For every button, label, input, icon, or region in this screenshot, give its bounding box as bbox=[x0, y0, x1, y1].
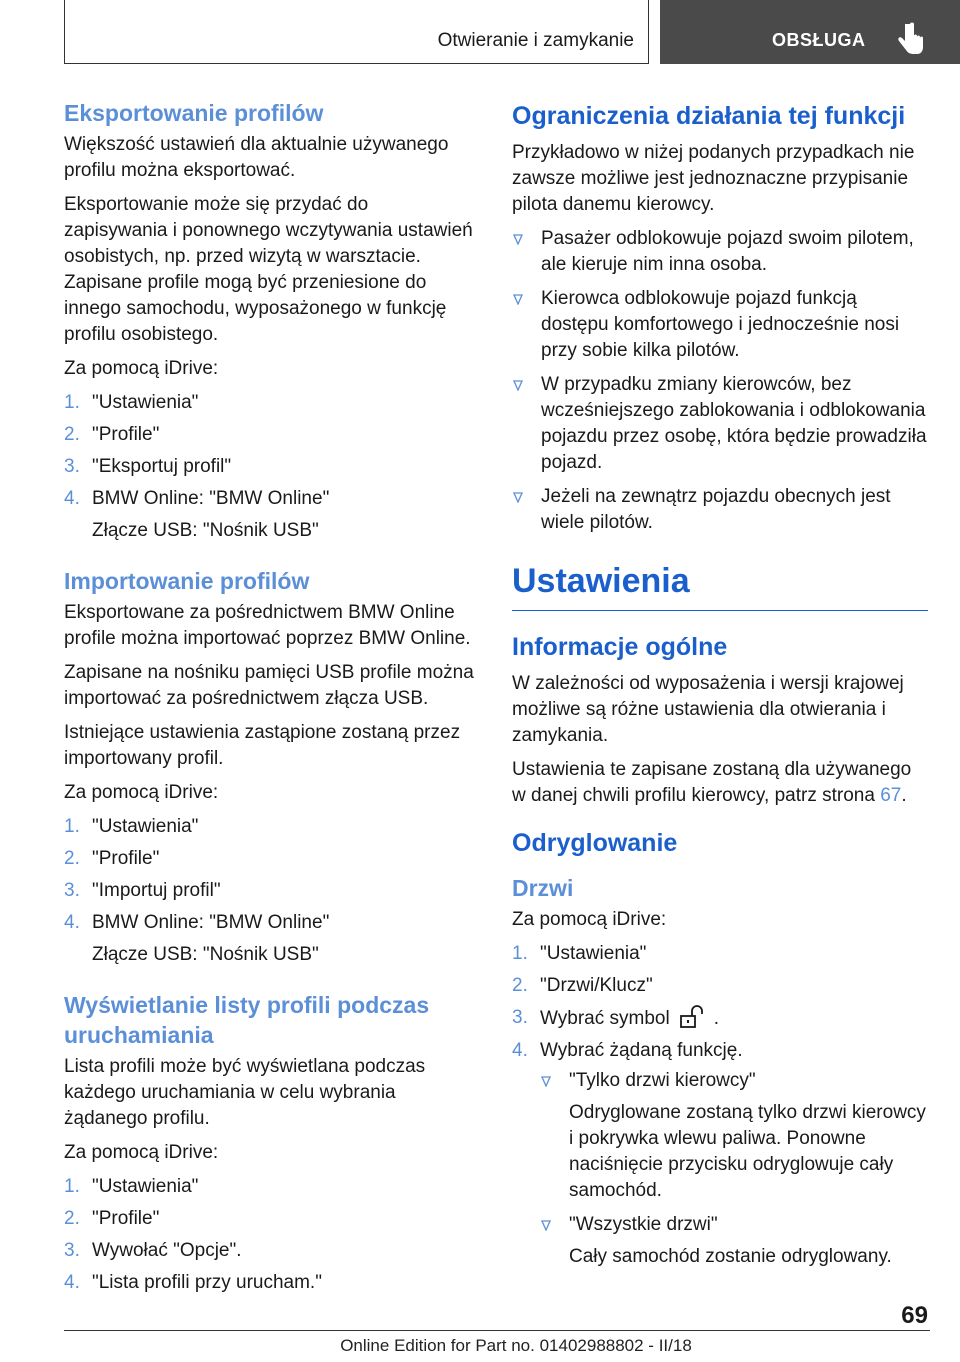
list-item bbox=[64, 1174, 476, 1200]
bullet-text: Kierowca odblokowuje pojazd funkcją dostępu komfortowego i jednocześnie nosi przy sobie kilka pilotów. bbox=[541, 288, 900, 361]
step-text: Wybrać symbol bbox=[540, 1008, 670, 1029]
profile-list-heading: Wyświetlanie listy profili podczas uruchamiania bbox=[64, 992, 430, 1048]
step-text: "Profile" bbox=[92, 848, 160, 869]
hand-pointer-icon bbox=[896, 22, 926, 56]
step-text-end: . bbox=[713, 1008, 719, 1029]
list-item bbox=[512, 973, 928, 999]
paragraph: Istniejące ustawienia zastąpione zostaną przez importowany profil. bbox=[64, 722, 461, 769]
step-text: BMW Online: "BMW Online" bbox=[92, 488, 330, 509]
unlock-steps-list bbox=[512, 941, 928, 1270]
step-text: Wybrać żądaną funkcję. bbox=[540, 1040, 743, 1061]
step-text: "Ustawienia" bbox=[92, 1176, 199, 1197]
page-header bbox=[0, 0, 960, 66]
list-item bbox=[64, 814, 476, 840]
step-extra-text: Złącze USB: "Nośnik USB" bbox=[92, 520, 319, 541]
step-number: 1. bbox=[64, 816, 80, 837]
limitations-list bbox=[512, 226, 928, 536]
step-number: 2. bbox=[64, 1208, 80, 1229]
option-label: "Wszystkie drzwi" bbox=[569, 1214, 718, 1235]
step-number: 3. bbox=[64, 1240, 80, 1261]
chapter-header-box bbox=[64, 0, 649, 64]
left-column bbox=[64, 98, 476, 1306]
paragraph: Za pomocą iDrive: bbox=[64, 1142, 219, 1163]
step-number: 3. bbox=[64, 456, 80, 477]
paragraph: W zależności od wyposażenia i wersji krajowej możliwe są różne ustawienia dla otwierania i zamykania. bbox=[512, 673, 904, 746]
step-text: "Profile" bbox=[92, 1208, 160, 1229]
step-text: "Profile" bbox=[92, 424, 160, 445]
step-text: BMW Online: "BMW Online" bbox=[92, 912, 330, 933]
step-number: 2. bbox=[512, 975, 528, 996]
paragraph: Przykładowo w niżej podanych przypadkach nie zawsze możliwe jest jednoznaczne przypisanie pilota danemu kierowcy. bbox=[512, 142, 915, 215]
step-text: "Importuj profil" bbox=[92, 880, 221, 901]
triangle-bullet-icon bbox=[541, 1220, 551, 1231]
list-item bbox=[512, 941, 928, 967]
section-title: OBSŁUGA bbox=[772, 30, 866, 50]
list-item bbox=[512, 286, 928, 364]
paragraph: Za pomocą iDrive: bbox=[64, 358, 219, 379]
list-item bbox=[512, 484, 928, 536]
paragraph-text: Ustawienia te zapisane zostaną dla używanego w danej chwili profilu kierowcy, patrz strona bbox=[512, 759, 912, 806]
general-info-heading: Informacje ogólne bbox=[512, 633, 728, 661]
list-item bbox=[64, 422, 476, 448]
list-item bbox=[540, 1212, 928, 1270]
step-number: 1. bbox=[512, 943, 528, 964]
option-description: Cały samochód zostanie odryglowany. bbox=[569, 1246, 892, 1267]
unlocked-lock-icon bbox=[678, 1005, 708, 1029]
list-item bbox=[512, 372, 928, 476]
list-item bbox=[64, 878, 476, 904]
step-text: "Lista profili przy urucham." bbox=[92, 1272, 322, 1293]
triangle-bullet-icon bbox=[513, 492, 523, 503]
export-profiles-heading: Eksportowanie profilów bbox=[64, 100, 324, 126]
list-item bbox=[540, 1068, 928, 1204]
paragraph-end: . bbox=[901, 785, 907, 806]
list-item bbox=[64, 1270, 476, 1296]
edition-text: Online Edition for Part no. 01402988802 - II/18 bbox=[340, 1336, 692, 1355]
list-item bbox=[512, 1038, 928, 1270]
step-number: 4. bbox=[512, 1040, 528, 1061]
triangle-bullet-icon bbox=[513, 380, 523, 391]
step-number: 4. bbox=[64, 1272, 80, 1293]
step-number: 4. bbox=[64, 488, 80, 509]
paragraph: Eksportowanie może się przydać do zapisywania i ponownego wczytywania ustawień osobistych, np. przed wizytą w warsztacie. Zapisane profile mogą być przeniesione do innego samochodu, wyposażonego w funkcję profilu osobistego. bbox=[64, 194, 473, 345]
step-text: "Drzwi/Klucz" bbox=[540, 975, 653, 996]
footer-edition bbox=[0, 1336, 960, 1356]
limitations-heading: Ograniczenia działania tej funkcji bbox=[512, 102, 906, 130]
option-label: "Tylko drzwi kierowcy" bbox=[569, 1070, 756, 1091]
right-column bbox=[512, 98, 928, 1280]
step-text: "Ustawienia" bbox=[92, 816, 199, 837]
triangle-bullet-icon bbox=[541, 1076, 551, 1087]
triangle-bullet-icon bbox=[513, 234, 523, 245]
list-item bbox=[64, 1238, 476, 1264]
paragraph: Lista profili może być wyświetlana podczas każdego uruchamiania w celu wybrania żądanego profilu. bbox=[64, 1056, 426, 1129]
step-text: "Ustawienia" bbox=[540, 943, 647, 964]
step-number: 2. bbox=[64, 848, 80, 869]
page-number: 69 bbox=[901, 1302, 928, 1329]
step-text: "Eksportuj profil" bbox=[92, 456, 232, 477]
list-item bbox=[64, 910, 476, 968]
export-steps-list bbox=[64, 390, 476, 544]
bullet-text: W przypadku zmiany kierowców, bez wcześniejszego zablokowania i odblokowania pojazdu przez osobę, która będzie prowadziła pojazd. bbox=[541, 374, 927, 473]
paragraph: Większość ustawień dla aktualnie używanego profilu można eksportować. bbox=[64, 134, 449, 181]
bullet-text: Jeżeli na zewnątrz pojazdu obecnych jest wiele pilotów. bbox=[541, 486, 891, 533]
import-steps-list bbox=[64, 814, 476, 968]
doors-heading: Drzwi bbox=[512, 875, 574, 901]
list-item bbox=[64, 486, 476, 544]
step-number: 3. bbox=[64, 880, 80, 901]
chapter-title: Otwieranie i zamykanie bbox=[437, 30, 634, 51]
unlocking-heading: Odryglowanie bbox=[512, 829, 678, 857]
list-item bbox=[512, 1005, 928, 1032]
step-number: 1. bbox=[64, 1176, 80, 1197]
step-number: 3. bbox=[512, 1007, 528, 1028]
paragraph: Zapisane na nośniku pamięci USB profile można importować za pośrednictwem złącza USB. bbox=[64, 662, 474, 709]
step-number: 1. bbox=[64, 392, 80, 413]
unlock-options-list bbox=[540, 1068, 928, 1270]
bullet-text: Pasażer odblokowuje pojazd swoim pilotem, ale kieruje nim inna osoba. bbox=[541, 228, 914, 275]
paragraph: Eksportowane za pośrednictwem BMW Online profile można importować poprzez BMW Online. bbox=[64, 602, 471, 649]
list-item bbox=[512, 226, 928, 278]
footer-divider bbox=[64, 1330, 930, 1331]
step-extra-text: Złącze USB: "Nośnik USB" bbox=[92, 944, 319, 965]
list-steps-list bbox=[64, 1174, 476, 1296]
triangle-bullet-icon bbox=[513, 294, 523, 305]
list-item bbox=[64, 1206, 476, 1232]
step-text: "Ustawienia" bbox=[92, 392, 199, 413]
option-description: Odryglowane zostaną tylko drzwi kierowcy i pokrywka wlewu paliwa. Ponowne naciśnięcie przycisku odryglowuje cały samochód. bbox=[569, 1102, 926, 1201]
list-item bbox=[64, 454, 476, 480]
page-reference-link[interactable]: 67 bbox=[880, 785, 902, 806]
step-number: 2. bbox=[64, 424, 80, 445]
step-number: 4. bbox=[64, 912, 80, 933]
paragraph bbox=[512, 757, 928, 809]
settings-chapter-heading: Ustawienia bbox=[512, 560, 928, 611]
list-item bbox=[64, 390, 476, 416]
paragraph: Za pomocą iDrive: bbox=[64, 782, 219, 803]
section-header-box bbox=[660, 0, 960, 64]
step-text: Wywołać "Opcje". bbox=[92, 1240, 242, 1261]
paragraph: Za pomocą iDrive: bbox=[512, 909, 667, 930]
list-item bbox=[64, 846, 476, 872]
import-profiles-heading: Importowanie profilów bbox=[64, 568, 310, 594]
